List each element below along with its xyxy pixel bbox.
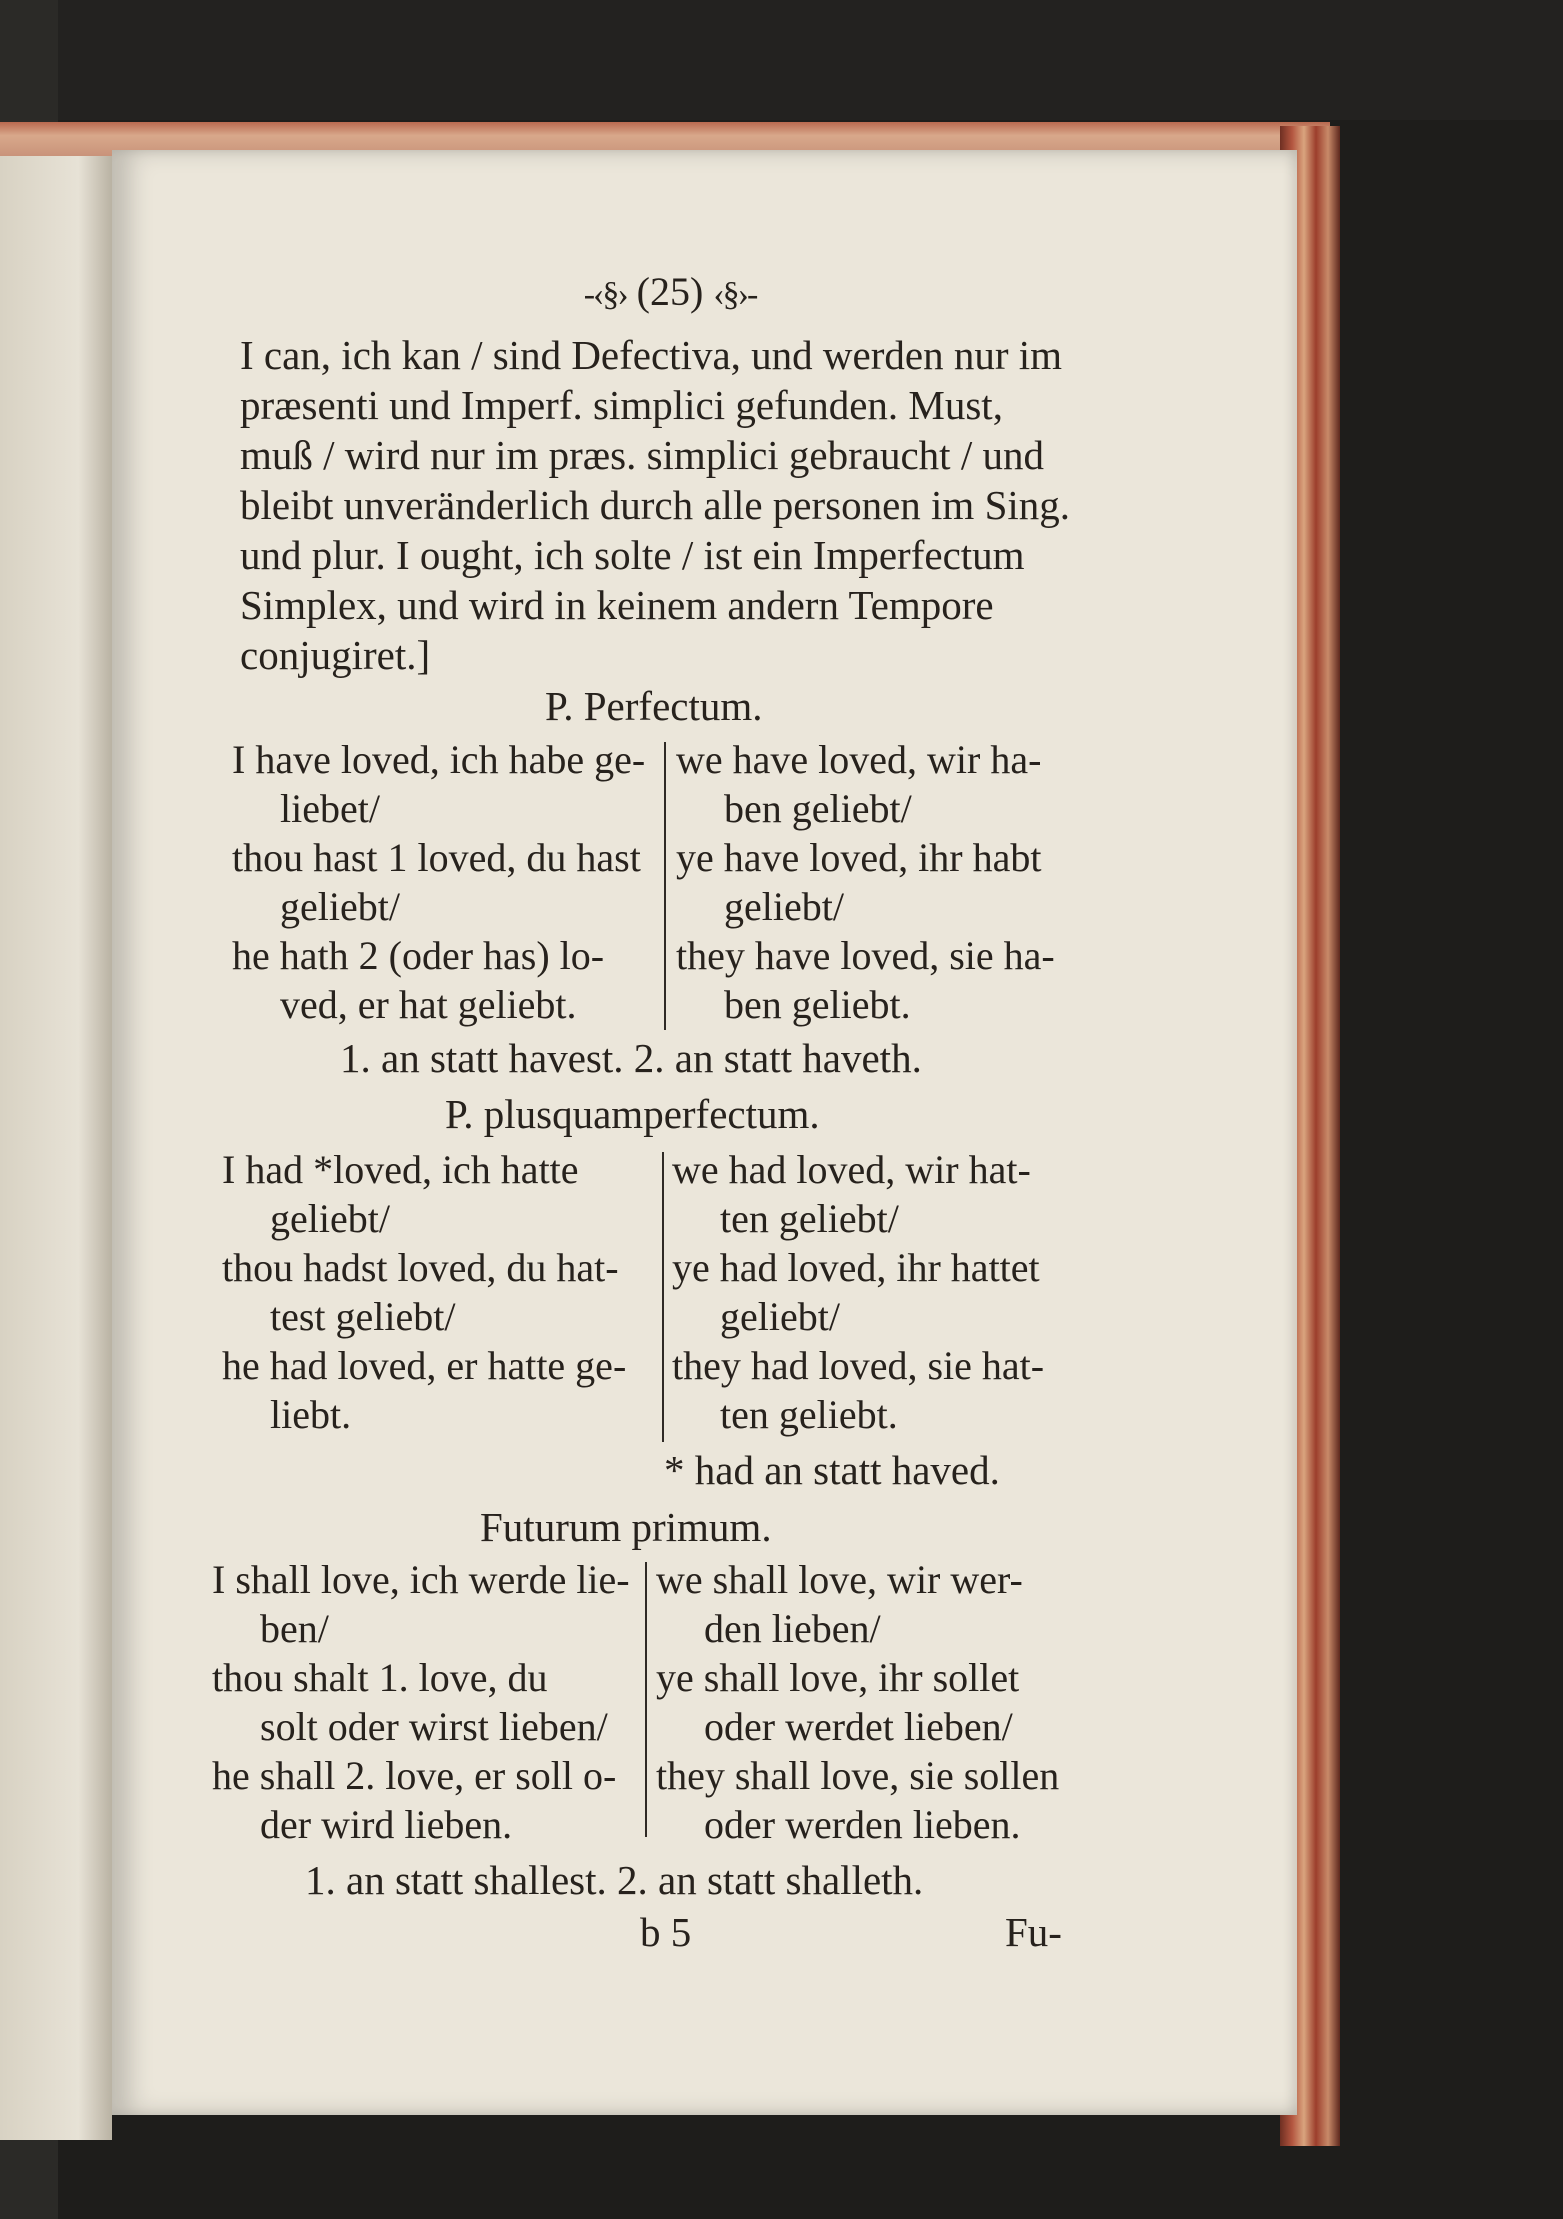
perfectum-right-column xyxy=(676,735,1055,1029)
section-title-plusquamperfectum: P. plusquamperfectum. xyxy=(445,1091,820,1137)
conjugation-line: ten geliebt/ xyxy=(720,1196,899,1241)
conjugation-line: liebet/ xyxy=(280,786,380,831)
footnote-perfectum: 1. an statt havest. 2. an statt haveth. xyxy=(340,1035,922,1081)
column-divider xyxy=(645,1562,647,1837)
conjugation-line: oder werdet lieben/ xyxy=(704,1704,1013,1749)
conjugation-line: we have loved, wir ha- xyxy=(676,737,1042,782)
conjugation-line: test geliebt/ xyxy=(270,1294,456,1339)
conjugation-line: ten geliebt. xyxy=(720,1392,898,1437)
conjugation-line: geliebt/ xyxy=(270,1196,390,1241)
conjugation-line: ben geliebt/ xyxy=(724,786,912,831)
conjugation-line: ben geliebt. xyxy=(724,982,911,1027)
intro-line: I can, ich kan / sind Defectiva, und werden nur im xyxy=(240,332,1063,378)
conjugation-line: he shall 2. love, er soll o- xyxy=(212,1753,617,1798)
conjugation-line: we had loved, wir hat- xyxy=(672,1147,1031,1192)
conjugation-line: ved, er hat geliebt. xyxy=(280,982,577,1027)
conjugation-line: they had loved, sie hat- xyxy=(672,1343,1045,1388)
conjugation-line: geliebt/ xyxy=(280,884,400,929)
futurum-left-column xyxy=(212,1555,630,1849)
conjugation-line: thou hast 1 loved, du hast xyxy=(232,835,641,880)
conjugation-line: ye shall love, ihr sollet xyxy=(656,1655,1020,1700)
conjugation-line: I had *loved, ich hatte xyxy=(222,1147,579,1192)
footnote-plusquamperfectum: * had an statt haved. xyxy=(664,1447,1000,1493)
conjugation-line: den lieben/ xyxy=(704,1606,881,1651)
background xyxy=(0,0,1563,120)
conjugation-line: I shall love, ich werde lie- xyxy=(212,1557,630,1602)
conjugation-line: they shall love, sie sollen xyxy=(656,1753,1060,1798)
conjugation-line: thou shalt 1. love, du xyxy=(212,1655,548,1700)
conjugation-line: thou hadst loved, du hat- xyxy=(222,1245,619,1290)
left-page-edge xyxy=(0,140,112,2140)
intro-line: præsenti und Imperf. simplici gefunden. Must, xyxy=(240,382,1003,428)
futurum-right-column xyxy=(656,1555,1059,1849)
intro-line: und plur. I ought, ich solte / ist ein Imperfectum xyxy=(240,532,1025,578)
conjugation-line: der wird lieben. xyxy=(260,1802,513,1847)
page-number: (25) xyxy=(636,269,704,314)
header-ornament-right: ‹§›- xyxy=(713,276,757,313)
conjugation-line: ye had loved, ihr hattet xyxy=(672,1245,1040,1290)
conjugation-line: they have loved, sie ha- xyxy=(676,933,1055,978)
conjugation-line: he hath 2 (oder has) lo- xyxy=(232,933,605,978)
page-header xyxy=(540,268,800,315)
conjugation-line: geliebt/ xyxy=(720,1294,840,1339)
intro-line: bleibt unveränderlich durch alle personen im Sing. xyxy=(240,482,1071,528)
intro-line: muß / wird nur im præs. simplici gebraucht / und xyxy=(240,432,1044,478)
intro-line: conjugiret.] xyxy=(240,632,431,678)
intro-line: Simplex, und wird in keinem andern Tempore xyxy=(240,582,994,628)
footnote-futurum: 1. an statt shallest. 2. an statt shalleth. xyxy=(305,1857,924,1903)
conjugation-line: I have loved, ich habe ge- xyxy=(232,737,646,782)
conjugation-line: oder werden lieben. xyxy=(704,1802,1021,1847)
conjugation-line: ye have loved, ihr habt xyxy=(676,835,1042,880)
column-divider xyxy=(664,742,666,1030)
conjugation-line: geliebt/ xyxy=(724,884,844,929)
catchword: Fu- xyxy=(1005,1909,1062,1955)
conjugation-line: we shall love, wir wer- xyxy=(656,1557,1023,1602)
signature-mark: b 5 xyxy=(640,1909,692,1955)
column-divider xyxy=(662,1152,664,1442)
conjugation-line: liebt. xyxy=(270,1392,352,1437)
section-title-perfectum: P. Perfectum. xyxy=(545,683,763,729)
conjugation-line: ben/ xyxy=(260,1606,329,1651)
plusquamperfectum-left-column xyxy=(222,1145,626,1439)
conjugation-line: solt oder wirst lieben/ xyxy=(260,1704,608,1749)
header-ornament-left: -‹§› xyxy=(583,276,627,313)
section-title-futurum: Futurum primum. xyxy=(480,1504,772,1550)
plusquamperfectum-right-column xyxy=(672,1145,1044,1439)
conjugation-line: he had loved, er hatte ge- xyxy=(222,1343,627,1388)
perfectum-left-column xyxy=(232,735,645,1029)
